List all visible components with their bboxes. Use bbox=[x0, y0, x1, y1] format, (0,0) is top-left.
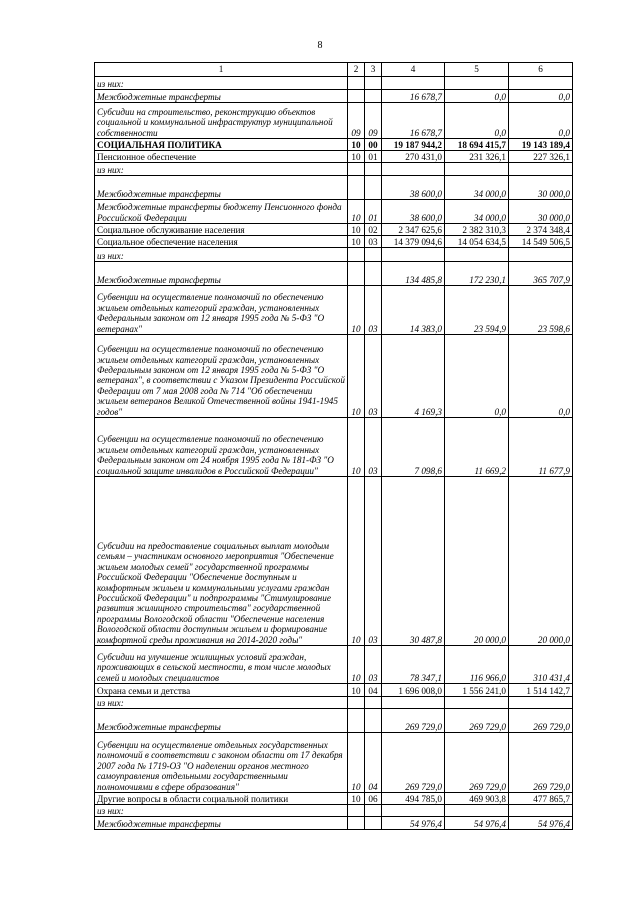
value-col6-cell bbox=[509, 248, 573, 262]
section-code-cell bbox=[348, 77, 365, 90]
table-row bbox=[95, 176, 573, 200]
subsection-code-cell: 03 bbox=[365, 335, 382, 418]
value-col6-cell: 1 514 142,7 bbox=[509, 684, 573, 697]
subsection-code-cell bbox=[365, 697, 382, 709]
value-col6-cell: 269 729,0 bbox=[509, 709, 573, 733]
row-name-cell: Субвенции на осуществление полномочий по обеспечению жильем отдельных категорий граждан, установленных Федеральным законом от 12 января 1995 года № 5-ФЗ "О ветеранах" bbox=[95, 286, 348, 335]
value-col5-cell: 116 966,0 bbox=[445, 646, 509, 684]
subsection-code-cell: 09 bbox=[365, 103, 382, 139]
value-col6-cell bbox=[509, 805, 573, 817]
section-code-cell bbox=[348, 248, 365, 262]
section-code-cell: 10 bbox=[348, 200, 365, 224]
subsection-code-cell bbox=[365, 817, 382, 830]
section-code-cell bbox=[348, 262, 365, 286]
value-col6-cell: 11 677,9 bbox=[509, 418, 573, 477]
value-col6-cell: 54 976,4 bbox=[509, 817, 573, 830]
value-col6-cell: 14 549 506,5 bbox=[509, 236, 573, 248]
table-row bbox=[95, 805, 573, 817]
row-name-cell: Субвенции на осуществление полномочий по обеспечению жильем отдельных категорий граждан, установленных Федеральным законом от 12 января 1995 года № 5-ФЗ "О ветеранах", в соответствии с Указом Президента Российской Федерации от 7 мая 2008 года № 714 "Об обеспечении жильем ветеранов Великой Отечественной войны 1941-1945 годов" bbox=[95, 335, 348, 418]
value-col4-cell bbox=[382, 697, 445, 709]
value-col5-cell: 54 976,4 bbox=[445, 817, 509, 830]
value-col5-cell: 269 729,0 bbox=[445, 709, 509, 733]
row-name-cell: Субвенции на осуществление полномочий по обеспечению жильем отдельных категорий граждан, установленных Федеральным законом от 24 ноября 1995 года № 181-ФЗ "О социальной защите инвалидов в Российской Федерации" bbox=[95, 418, 348, 477]
table-header-row bbox=[95, 63, 573, 77]
subsection-code-cell: 02 bbox=[365, 224, 382, 236]
section-code-cell bbox=[348, 709, 365, 733]
subsection-code-cell bbox=[365, 805, 382, 817]
section-code-cell: 10 bbox=[348, 236, 365, 248]
section-code-cell: 10 bbox=[348, 793, 365, 805]
value-col5-cell: 0,0 bbox=[445, 103, 509, 139]
value-col5-cell bbox=[445, 805, 509, 817]
table-row bbox=[95, 151, 573, 163]
subsection-code-cell bbox=[365, 90, 382, 103]
value-col4-cell: 270 431,0 bbox=[382, 151, 445, 163]
value-col6-cell: 30 000,0 bbox=[509, 200, 573, 224]
subsection-code-cell: 01 bbox=[365, 200, 382, 224]
table-row bbox=[95, 286, 573, 335]
subsection-code-cell: 00 bbox=[365, 139, 382, 151]
table-row bbox=[95, 103, 573, 139]
table-row bbox=[95, 733, 573, 793]
table-row bbox=[95, 236, 573, 248]
row-name-cell: из них: bbox=[95, 805, 348, 817]
column-header: 6 bbox=[509, 63, 573, 77]
value-col6-cell: 310 431,4 bbox=[509, 646, 573, 684]
table-row bbox=[95, 163, 573, 176]
value-col4-cell bbox=[382, 805, 445, 817]
column-header: 4 bbox=[382, 63, 445, 77]
table-row bbox=[95, 477, 573, 646]
value-col5-cell: 172 230,1 bbox=[445, 262, 509, 286]
value-col4-cell: 30 487,8 bbox=[382, 477, 445, 646]
page-number: 8 bbox=[317, 40, 323, 51]
value-col5-cell: 2 382 310,3 bbox=[445, 224, 509, 236]
value-col6-cell: 0,0 bbox=[509, 335, 573, 418]
section-code-cell: 09 bbox=[348, 103, 365, 139]
row-name-cell: СОЦИАЛЬНАЯ ПОЛИТИКА bbox=[95, 139, 348, 151]
value-col6-cell: 365 707,9 bbox=[509, 262, 573, 286]
value-col6-cell bbox=[509, 697, 573, 709]
section-code-cell bbox=[348, 697, 365, 709]
row-name-cell: Субвенции на осуществление отдельных государственных полномочий в соответствии с законом области от 17 декабря 2007 года № 1719-ОЗ "О наделении органов местного самоуправления отдельными государственными полномочиями в сфере образования" bbox=[95, 733, 348, 793]
value-col6-cell: 23 598,6 bbox=[509, 286, 573, 335]
subsection-code-cell: 03 bbox=[365, 236, 382, 248]
section-code-cell: 10 bbox=[348, 684, 365, 697]
table-row bbox=[95, 418, 573, 477]
value-col6-cell: 19 143 189,4 bbox=[509, 139, 573, 151]
value-col4-cell: 54 976,4 bbox=[382, 817, 445, 830]
value-col4-cell: 14 383,0 bbox=[382, 286, 445, 335]
value-col5-cell: 231 326,1 bbox=[445, 151, 509, 163]
section-code-cell: 10 bbox=[348, 224, 365, 236]
section-code-cell: 10 bbox=[348, 418, 365, 477]
value-col5-cell bbox=[445, 248, 509, 262]
value-col4-cell: 494 785,0 bbox=[382, 793, 445, 805]
value-col4-cell bbox=[382, 163, 445, 176]
section-code-cell: 10 bbox=[348, 286, 365, 335]
value-col4-cell: 38 600,0 bbox=[382, 176, 445, 200]
value-col5-cell: 20 000,0 bbox=[445, 477, 509, 646]
value-col4-cell: 7 098,6 bbox=[382, 418, 445, 477]
value-col5-cell: 0,0 bbox=[445, 90, 509, 103]
row-name-cell: из них: bbox=[95, 248, 348, 262]
row-name-cell: Другие вопросы в области социальной политики bbox=[95, 793, 348, 805]
value-col4-cell: 269 729,0 bbox=[382, 709, 445, 733]
section-code-cell bbox=[348, 176, 365, 200]
subsection-code-cell: 03 bbox=[365, 418, 382, 477]
value-col5-cell: 0,0 bbox=[445, 335, 509, 418]
column-header: 1 bbox=[95, 63, 348, 77]
row-name-cell: Межбюджетные трансферты bbox=[95, 176, 348, 200]
row-name-cell: Субсидии на строительство, реконструкцию объектов социальной и коммунальной инфраструктур муниципальной собственности bbox=[95, 103, 348, 139]
row-name-cell: Социальное обслуживание населения bbox=[95, 224, 348, 236]
subsection-code-cell bbox=[365, 77, 382, 90]
subsection-code-cell: 03 bbox=[365, 646, 382, 684]
value-col6-cell: 269 729,0 bbox=[509, 733, 573, 793]
value-col4-cell bbox=[382, 77, 445, 90]
value-col4-cell: 14 379 094,6 bbox=[382, 236, 445, 248]
section-code-cell bbox=[348, 805, 365, 817]
value-col4-cell: 1 696 008,0 bbox=[382, 684, 445, 697]
subsection-code-cell bbox=[365, 248, 382, 262]
value-col6-cell: 2 374 348,4 bbox=[509, 224, 573, 236]
value-col4-cell: 134 485,8 bbox=[382, 262, 445, 286]
row-name-cell: Межбюджетные трансферты bbox=[95, 262, 348, 286]
value-col6-cell: 30 000,0 bbox=[509, 176, 573, 200]
section-code-cell bbox=[348, 90, 365, 103]
value-col4-cell: 269 729,0 bbox=[382, 733, 445, 793]
value-col5-cell: 34 000,0 bbox=[445, 200, 509, 224]
table-row bbox=[95, 90, 573, 103]
section-code-cell bbox=[348, 817, 365, 830]
subsection-code-cell: 01 bbox=[365, 151, 382, 163]
table-row bbox=[95, 248, 573, 262]
value-col6-cell: 477 865,7 bbox=[509, 793, 573, 805]
value-col4-cell: 2 347 625,6 bbox=[382, 224, 445, 236]
value-col4-cell: 16 678,7 bbox=[382, 90, 445, 103]
subsection-code-cell: 03 bbox=[365, 286, 382, 335]
section-code-cell bbox=[348, 163, 365, 176]
row-name-cell: из них: bbox=[95, 163, 348, 176]
row-name-cell: из них: bbox=[95, 77, 348, 90]
value-col6-cell bbox=[509, 163, 573, 176]
subsection-code-cell bbox=[365, 262, 382, 286]
value-col5-cell bbox=[445, 163, 509, 176]
row-name-cell: Социальное обеспечение населения bbox=[95, 236, 348, 248]
value-col4-cell: 78 347,1 bbox=[382, 646, 445, 684]
section-code-cell: 10 bbox=[348, 733, 365, 793]
section-code-cell: 10 bbox=[348, 151, 365, 163]
value-col6-cell: 0,0 bbox=[509, 90, 573, 103]
value-col6-cell: 0,0 bbox=[509, 103, 573, 139]
value-col5-cell: 14 054 634,5 bbox=[445, 236, 509, 248]
subsection-code-cell: 04 bbox=[365, 733, 382, 793]
row-name-cell: Пенсионное обеспечение bbox=[95, 151, 348, 163]
column-header: 2 bbox=[348, 63, 365, 77]
value-col5-cell: 18 694 415,7 bbox=[445, 139, 509, 151]
value-col5-cell: 23 594,9 bbox=[445, 286, 509, 335]
table-row bbox=[95, 335, 573, 418]
row-name-cell: Межбюджетные трансферты bbox=[95, 90, 348, 103]
table-row bbox=[95, 200, 573, 224]
value-col6-cell bbox=[509, 77, 573, 90]
section-code-cell: 10 bbox=[348, 646, 365, 684]
row-name-cell: Субсидии на предоставление социальных выплат молодым семьям – участникам основного мероприятия "Обеспечение жильем молодых семей" государственной программы Российской Федерации "Обеспечение доступным и комфортным жильем и коммунальными услугами граждан Российской Федерации" и подпрограммы "Стимулирование развития жилищного строительства" государственной программы Вологодской области "Обеспечение населения Вологодской области доступным жильем и формирование комфортной среды проживания на 2014-2020 годы" bbox=[95, 477, 348, 646]
section-code-cell: 10 bbox=[348, 335, 365, 418]
section-code-cell: 10 bbox=[348, 139, 365, 151]
table-row bbox=[95, 646, 573, 684]
table-row bbox=[95, 139, 573, 151]
value-col5-cell: 34 000,0 bbox=[445, 176, 509, 200]
subsection-code-cell bbox=[365, 709, 382, 733]
value-col6-cell: 227 326,1 bbox=[509, 151, 573, 163]
table-row bbox=[95, 77, 573, 90]
row-name-cell: Межбюджетные трансферты bbox=[95, 817, 348, 830]
table-row bbox=[95, 262, 573, 286]
table-row bbox=[95, 817, 573, 830]
value-col4-cell: 38 600,0 bbox=[382, 200, 445, 224]
value-col4-cell: 4 169,3 bbox=[382, 335, 445, 418]
subsection-code-cell bbox=[365, 163, 382, 176]
table-row bbox=[95, 684, 573, 697]
subsection-code-cell: 03 bbox=[365, 477, 382, 646]
column-header: 3 bbox=[365, 63, 382, 77]
subsection-code-cell: 06 bbox=[365, 793, 382, 805]
table-row bbox=[95, 697, 573, 709]
row-name-cell: Межбюджетные трансферты bbox=[95, 709, 348, 733]
table-row bbox=[95, 793, 573, 805]
column-header: 5 bbox=[445, 63, 509, 77]
value-col5-cell bbox=[445, 77, 509, 90]
subsection-code-cell bbox=[365, 176, 382, 200]
subsection-code-cell: 04 bbox=[365, 684, 382, 697]
value-col4-cell bbox=[382, 248, 445, 262]
row-name-cell: из них: bbox=[95, 697, 348, 709]
row-name-cell: Охрана семьи и детства bbox=[95, 684, 348, 697]
value-col4-cell: 19 187 944,2 bbox=[382, 139, 445, 151]
value-col5-cell bbox=[445, 697, 509, 709]
table-row bbox=[95, 224, 573, 236]
value-col4-cell: 16 678,7 bbox=[382, 103, 445, 139]
budget-table bbox=[94, 62, 573, 830]
row-name-cell: Межбюджетные трансферты бюджету Пенсионного фонда Российской Федерации bbox=[95, 200, 348, 224]
row-name-cell: Субсидии на улучшение жилищных условий граждан, проживающих в сельской местности, в том числе молодых семей и молодых специалистов bbox=[95, 646, 348, 684]
value-col6-cell: 20 000,0 bbox=[509, 477, 573, 646]
value-col5-cell: 469 903,8 bbox=[445, 793, 509, 805]
table-row bbox=[95, 709, 573, 733]
value-col5-cell: 1 556 241,0 bbox=[445, 684, 509, 697]
section-code-cell: 10 bbox=[348, 477, 365, 646]
value-col5-cell: 269 729,0 bbox=[445, 733, 509, 793]
value-col5-cell: 11 669,2 bbox=[445, 418, 509, 477]
